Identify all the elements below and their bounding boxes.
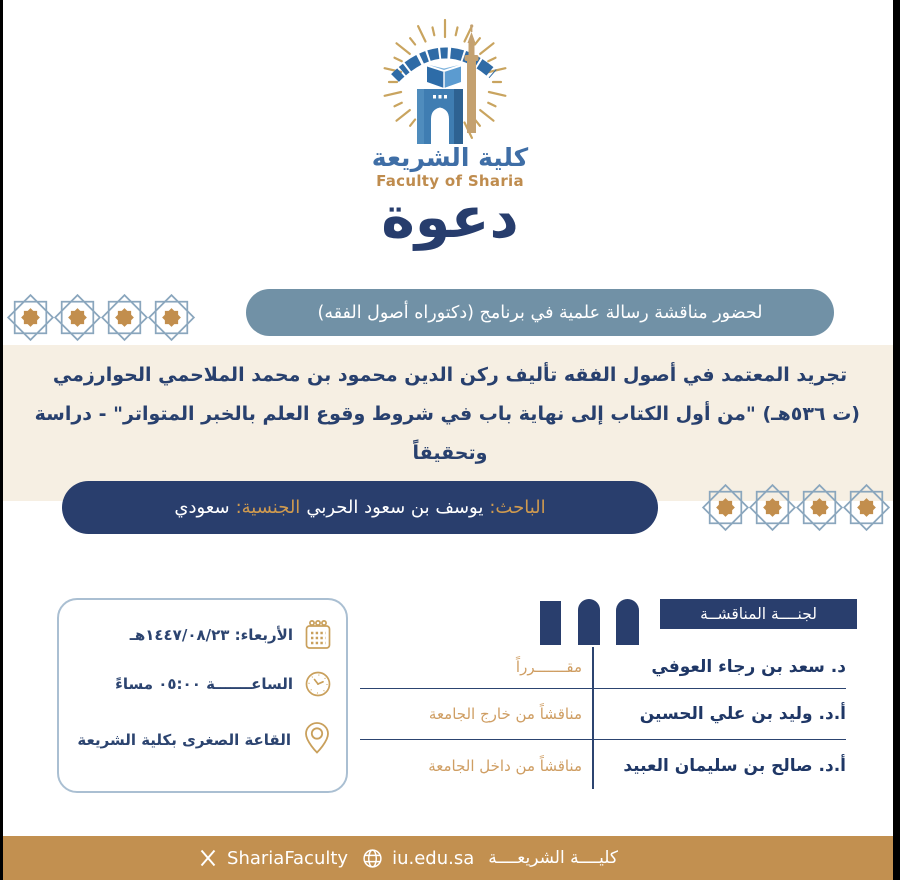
clock-icon bbox=[303, 669, 333, 699]
thesis-title-line: تجريد المعتمد في أصول الفقه تأليف ركن الدين محمود بن محمد الملاحمي الحوارزمي bbox=[52, 364, 848, 386]
logo-arabic-name: كلية الشريعة bbox=[371, 143, 529, 172]
researcher-label: الباحث: bbox=[489, 497, 546, 518]
thesis-title-line: (ت ٥٣٦هـ) "من أول الكتاب إلى نهاية باب في شروط وقوع العلم بالخبر المتواتر" - دراسة bbox=[34, 403, 860, 425]
octagram-star-icon bbox=[98, 291, 151, 344]
calendar-icon bbox=[303, 619, 333, 651]
date-row bbox=[59, 617, 346, 653]
octagram-star-icon bbox=[840, 481, 893, 534]
x-twitter-icon bbox=[198, 848, 218, 868]
screen-edge-left bbox=[0, 0, 3, 880]
octagram-star-icon bbox=[746, 481, 799, 534]
octagram-star-icon bbox=[51, 291, 104, 344]
location-row bbox=[59, 716, 346, 764]
website-group[interactable] bbox=[362, 848, 474, 869]
octagram-star-icon bbox=[4, 291, 57, 344]
footer-faculty-name: كليــــة الشريعــــة bbox=[488, 848, 618, 868]
decorative-dome-bar bbox=[616, 599, 639, 645]
member-role: مناقشاً من داخل الجامعة bbox=[428, 757, 582, 775]
globe-icon bbox=[362, 848, 383, 869]
invitation-word: دعوة bbox=[381, 185, 519, 251]
member-name: د. سعد بن رجاء العوفي bbox=[651, 656, 846, 677]
committee-header: لجنــــة المناقشــة bbox=[660, 599, 857, 629]
twitter-group[interactable] bbox=[198, 848, 348, 869]
time-row bbox=[59, 666, 346, 702]
committee-table bbox=[360, 645, 846, 792]
member-role: مقـــــــرراً bbox=[515, 657, 582, 676]
committee-row bbox=[360, 689, 846, 740]
table-divider bbox=[592, 647, 594, 789]
decorative-stars-left bbox=[4, 291, 192, 344]
footer-bar bbox=[0, 836, 900, 880]
member-name: أ.د. صالح بن سليمان العبيد bbox=[623, 756, 846, 776]
thesis-title-line: وتحقيقاً bbox=[412, 442, 488, 464]
mosque-gate bbox=[417, 89, 463, 144]
member-name: أ.د. وليد بن علي الحسين bbox=[639, 704, 846, 724]
screen-edge-right bbox=[893, 0, 900, 880]
nationality-value: سعودي bbox=[174, 497, 230, 518]
faculty-logo bbox=[381, 16, 517, 144]
octagram-star-icon bbox=[145, 291, 198, 344]
location-text: القاعة الصغرى بكلية الشريعة bbox=[77, 731, 291, 749]
nationality-label: الجنسية: bbox=[235, 497, 301, 518]
twitter-handle[interactable]: ShariaFaculty bbox=[227, 847, 349, 869]
time-text: الساعـــــــة ٠٥:٠٠ مساءً bbox=[115, 675, 293, 693]
decorative-dome-bar bbox=[578, 599, 600, 645]
date-text: الأربعاء: ١٤٤٧/٠٨/٢٣هـ bbox=[129, 626, 293, 644]
researcher-pill bbox=[62, 481, 658, 534]
invitation-banner: لحضور مناقشة رسالة علمية في برنامج (دكتوراه أصول الفقه) bbox=[246, 289, 834, 336]
location-pin-icon bbox=[301, 720, 333, 760]
member-role: مناقشاً من خارج الجامعة bbox=[428, 705, 582, 723]
open-book-icon bbox=[427, 65, 461, 88]
committee-row bbox=[360, 645, 846, 689]
researcher-name: يوسف بن سعود الحربي bbox=[306, 497, 484, 518]
logo-english-name: Faculty of Sharia bbox=[376, 172, 524, 190]
event-details-card bbox=[57, 598, 348, 793]
thesis-title bbox=[34, 356, 860, 473]
octagram-star-icon bbox=[793, 481, 846, 534]
committee-row bbox=[360, 740, 846, 792]
website-url[interactable]: iu.edu.sa bbox=[392, 847, 475, 869]
minaret bbox=[465, 24, 479, 133]
octagram-star-icon bbox=[699, 481, 752, 534]
decorative-stars-right bbox=[699, 481, 887, 534]
decorative-bar bbox=[540, 601, 561, 645]
